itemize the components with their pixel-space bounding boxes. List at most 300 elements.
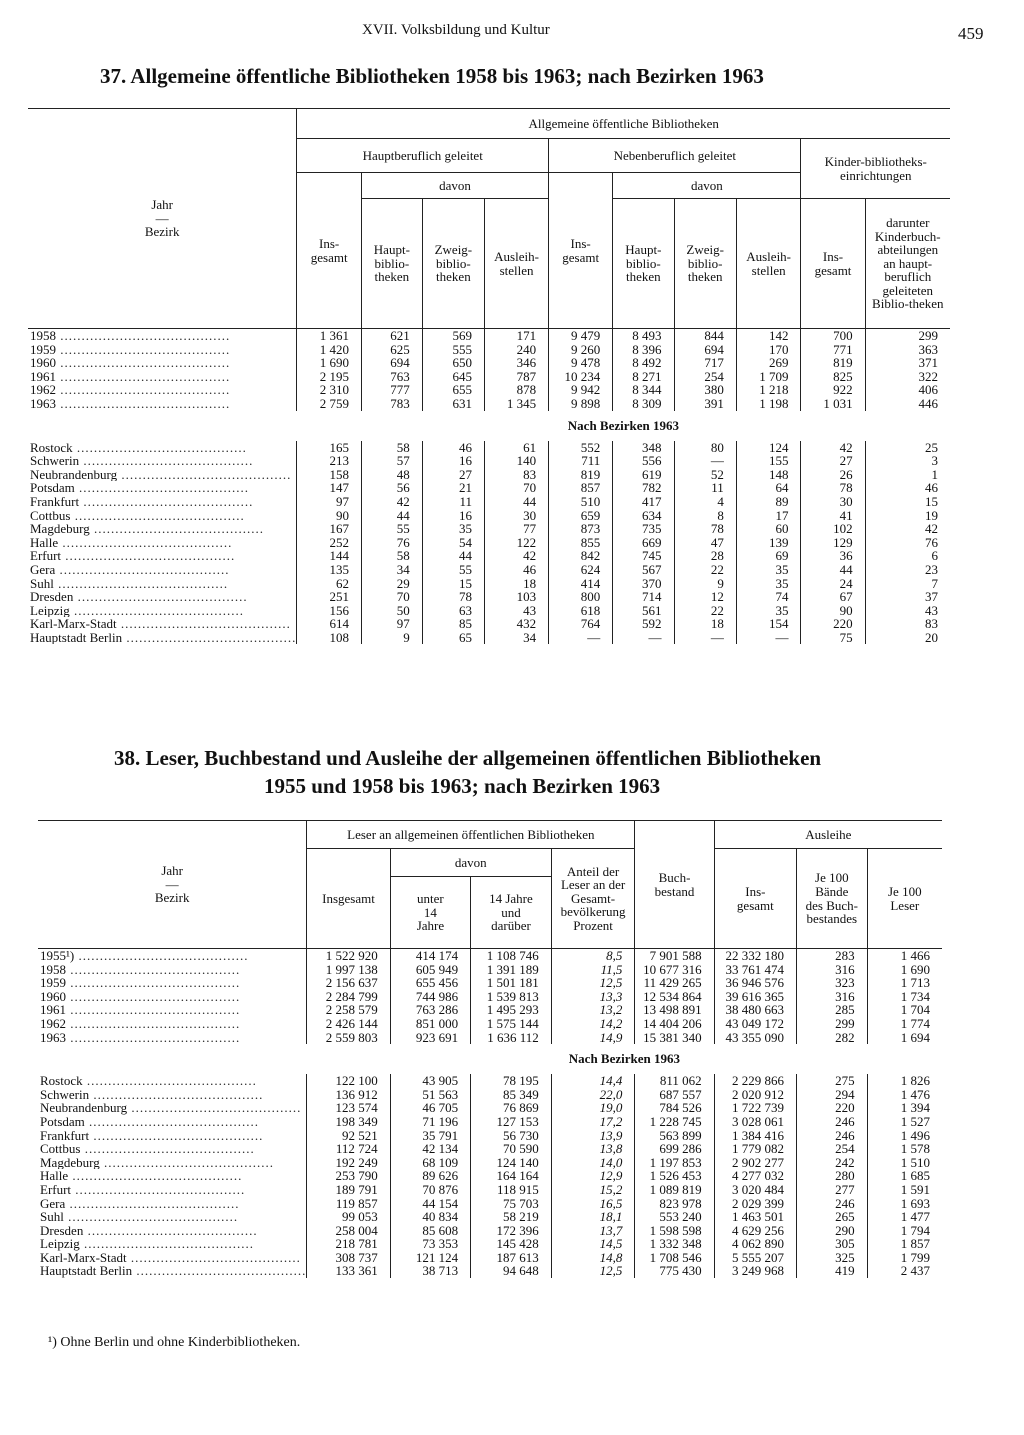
row-label bbox=[28, 383, 297, 397]
header-unter14: unter 14 Jahre bbox=[390, 877, 470, 949]
row-label bbox=[28, 343, 297, 357]
table-cell: 70 876 bbox=[390, 1183, 470, 1197]
table-cell: 12,5 bbox=[551, 976, 635, 990]
table-cell: 8,5 bbox=[551, 949, 635, 963]
table-cell: 34 bbox=[485, 631, 549, 645]
table-row bbox=[38, 990, 942, 1004]
row-label-text: Leipzig bbox=[40, 1237, 80, 1251]
table-cell: 90 bbox=[297, 509, 362, 523]
leader-dots: ........................................ bbox=[83, 1223, 258, 1238]
table-cell: 89 626 bbox=[390, 1169, 470, 1183]
table-cell: 825 bbox=[801, 370, 865, 384]
row-label-text: Hauptstadt Berlin bbox=[40, 1264, 133, 1279]
table-cell: 35 791 bbox=[390, 1129, 470, 1143]
row-label-text: 1959 bbox=[40, 976, 66, 990]
table-cell: 923 691 bbox=[390, 1031, 470, 1045]
table-cell: 7 901 588 bbox=[635, 949, 714, 963]
table-row bbox=[28, 370, 950, 384]
leader-dots: ........................................ bbox=[66, 989, 241, 1004]
table-cell: 15 bbox=[422, 577, 484, 591]
table-cell: 775 430 bbox=[635, 1264, 714, 1278]
table-row bbox=[38, 1156, 942, 1170]
table-cell: 135 bbox=[297, 563, 362, 577]
table-cell: 12,5 bbox=[551, 1264, 635, 1278]
leader-dots: ........................................ bbox=[74, 481, 250, 495]
table-cell: 108 bbox=[297, 631, 362, 645]
row-label-text: Karl-Marx-Stadt bbox=[40, 1250, 127, 1265]
leader-dots: ........................................ bbox=[79, 454, 254, 468]
leader-dots: ........................................ bbox=[68, 1169, 243, 1183]
table-cell: 1 693 bbox=[867, 1197, 942, 1211]
table-cell: 308 737 bbox=[307, 1251, 390, 1265]
table-cell: 119 857 bbox=[307, 1197, 390, 1211]
table-cell: 22 bbox=[674, 604, 736, 618]
table-cell: 26 bbox=[801, 468, 865, 482]
table-row bbox=[38, 976, 942, 990]
row-label bbox=[38, 1237, 307, 1251]
row-label-text: 1962 bbox=[40, 1016, 66, 1031]
table-cell: 30 bbox=[801, 495, 865, 509]
table-cell: 764 bbox=[549, 617, 613, 631]
header-je100-leser: Je 100 Leser bbox=[867, 849, 942, 949]
table-cell: 9 bbox=[362, 631, 423, 645]
header-zweigbibliotheken-n: Zweig-biblio-theken bbox=[674, 199, 736, 329]
table-cell: 1 857 bbox=[867, 1237, 942, 1251]
leader-dots: ........................................ bbox=[56, 328, 231, 343]
table-row bbox=[38, 1197, 942, 1211]
table-cell: 414 bbox=[549, 577, 613, 591]
row-label bbox=[38, 1129, 307, 1143]
table-cell: 1 495 293 bbox=[471, 1003, 552, 1017]
table-cell: 23 bbox=[865, 563, 950, 577]
table-38 bbox=[38, 820, 942, 1278]
table-cell: 819 bbox=[801, 356, 865, 370]
table-cell: 27 bbox=[422, 468, 484, 482]
row-label bbox=[38, 1264, 307, 1278]
table-row bbox=[28, 356, 950, 370]
leader-dots: ........................................ bbox=[55, 562, 230, 577]
table-cell: 19,0 bbox=[551, 1101, 635, 1115]
table-cell: 3 028 061 bbox=[714, 1115, 796, 1129]
table-cell: 56 730 bbox=[471, 1129, 552, 1143]
table-cell: 11 429 265 bbox=[635, 976, 714, 990]
table-cell: 305 bbox=[797, 1237, 868, 1251]
table-cell: 2 426 144 bbox=[307, 1017, 390, 1031]
leader-dots: ........................................ bbox=[66, 976, 241, 990]
table-cell: 38 480 663 bbox=[714, 1003, 796, 1017]
table-cell: 2 559 803 bbox=[307, 1031, 390, 1045]
table-cell: 123 574 bbox=[307, 1101, 390, 1115]
row-label-text: Magdeburg bbox=[40, 1155, 100, 1170]
table-cell: 242 bbox=[797, 1156, 868, 1170]
table-cell: 687 557 bbox=[635, 1088, 714, 1102]
table-cell: 8 bbox=[674, 509, 736, 523]
table-cell: 669 bbox=[613, 536, 674, 550]
table-cell: 11 bbox=[674, 481, 736, 495]
table-cell: 2 020 912 bbox=[714, 1088, 796, 1102]
leader-dots: ........................................ bbox=[66, 962, 241, 977]
table37-title: 37. Allgemeine öffentliche Bibliotheken 1958 bis 1963; nach Bezirken 1963 bbox=[100, 64, 764, 88]
row-label-text: 1958 bbox=[30, 328, 56, 343]
row-label-text: 1958 bbox=[40, 962, 66, 977]
table-cell: 3 249 968 bbox=[714, 1264, 796, 1278]
table-cell: 2 284 799 bbox=[307, 990, 390, 1004]
table-cell: 171 bbox=[485, 329, 549, 343]
row-label bbox=[38, 963, 307, 977]
table-cell: 842 bbox=[549, 549, 613, 563]
table-cell: 299 bbox=[797, 1017, 868, 1031]
leader-dots: ........................................ bbox=[79, 1237, 254, 1251]
leader-dots: ........................................ bbox=[56, 356, 231, 370]
table-cell: 11,5 bbox=[551, 963, 635, 977]
row-label-text: Hauptstadt Berlin bbox=[30, 630, 123, 645]
table-row bbox=[28, 495, 950, 509]
stub-bezirk: Bezirk bbox=[144, 224, 180, 240]
table-row bbox=[28, 454, 950, 468]
table-cell: 370 bbox=[613, 577, 674, 591]
table-cell: 22,0 bbox=[551, 1088, 635, 1102]
leader-dots: ........................................ bbox=[56, 396, 231, 411]
table-cell: 8 492 bbox=[613, 356, 674, 370]
table-cell: 122 bbox=[485, 536, 549, 550]
table-cell: 650 bbox=[422, 356, 484, 370]
table-cell: 70 bbox=[362, 590, 423, 604]
row-label bbox=[28, 495, 297, 509]
table-cell: 198 349 bbox=[307, 1115, 390, 1129]
table-row bbox=[28, 549, 950, 563]
table-cell: 68 109 bbox=[390, 1156, 470, 1170]
table-cell: 35 bbox=[736, 604, 801, 618]
table-cell: 99 053 bbox=[307, 1210, 390, 1224]
table-cell: 634 bbox=[613, 509, 674, 523]
table-cell: 1 108 746 bbox=[471, 949, 552, 963]
stub-header-38 bbox=[38, 821, 307, 949]
row-label bbox=[38, 976, 307, 990]
table-cell: 54 bbox=[422, 536, 484, 550]
row-label-text: 1959 bbox=[30, 342, 56, 357]
table-cell: 787 bbox=[485, 370, 549, 384]
table-cell: 254 bbox=[797, 1142, 868, 1156]
table-cell: 77 bbox=[485, 522, 549, 536]
table-cell: 246 bbox=[797, 1115, 868, 1129]
table-cell: 9 bbox=[674, 577, 736, 591]
table-cell: 282 bbox=[797, 1031, 868, 1045]
leader-dots: ........................................ bbox=[80, 1142, 255, 1156]
row-label-text: Cottbus bbox=[40, 1142, 81, 1156]
table-row bbox=[38, 1088, 942, 1102]
header-leser: Leser an allgemeinen öffentlichen Bibliotheken bbox=[307, 821, 635, 849]
table-cell: 1 332 348 bbox=[635, 1237, 714, 1251]
table-cell: 1 197 853 bbox=[635, 1156, 714, 1170]
row-label-text: Gera bbox=[30, 562, 56, 577]
row-label-text: Rostock bbox=[30, 440, 73, 455]
leader-dots: ........................................ bbox=[126, 1250, 301, 1265]
table-cell: 1 bbox=[865, 468, 950, 482]
table-cell: 618 bbox=[549, 604, 613, 618]
table-cell: 299 bbox=[865, 329, 950, 343]
stub-header bbox=[28, 109, 297, 329]
table-row bbox=[38, 1129, 942, 1143]
table-cell: 252 bbox=[297, 536, 362, 550]
table-cell: 1 779 082 bbox=[714, 1142, 796, 1156]
table-cell: 139 bbox=[736, 536, 801, 550]
table-cell: 9 942 bbox=[549, 383, 613, 397]
table-cell: 124 bbox=[736, 441, 801, 455]
table-cell: 74 bbox=[736, 590, 801, 604]
table-cell: 1 218 bbox=[736, 383, 801, 397]
header-zweigbibliotheken: Zweig-biblio-theken bbox=[422, 199, 484, 329]
row-label bbox=[28, 536, 297, 550]
table-cell: 112 724 bbox=[307, 1142, 390, 1156]
table-cell: 763 286 bbox=[390, 1003, 470, 1017]
leader-dots: ........................................ bbox=[74, 948, 249, 963]
table-cell: 363 bbox=[865, 343, 950, 357]
table-cell: 43 bbox=[485, 604, 549, 618]
table-cell: 4 629 256 bbox=[714, 1224, 796, 1238]
leader-dots: ........................................ bbox=[89, 1087, 264, 1102]
table-cell: 1 709 bbox=[736, 370, 801, 384]
table-cell: 771 bbox=[801, 343, 865, 357]
table-cell: 13,8 bbox=[551, 1142, 635, 1156]
table-cell: 218 781 bbox=[307, 1237, 390, 1251]
table-cell: 857 bbox=[549, 481, 613, 495]
table-cell: 8 396 bbox=[613, 343, 674, 357]
stub-dash: — bbox=[155, 210, 169, 226]
table-cell: 42 134 bbox=[390, 1142, 470, 1156]
table-cell: 78 bbox=[422, 590, 484, 604]
table-cell: 14,9 bbox=[551, 1031, 635, 1045]
footnote: ¹) Ohne Berlin und ohne Kinderbibliotheken. bbox=[48, 1335, 301, 1350]
table-cell: 48 bbox=[362, 468, 423, 482]
table-cell: 371 bbox=[865, 356, 950, 370]
row-label bbox=[28, 509, 297, 523]
table-cell: 325 bbox=[797, 1251, 868, 1265]
leader-dots: ........................................ bbox=[116, 617, 291, 631]
table-cell: 391 bbox=[674, 397, 736, 411]
table-cell: 625 bbox=[362, 343, 423, 357]
row-label bbox=[28, 356, 297, 370]
table-cell: — bbox=[674, 631, 736, 645]
leader-dots: ........................................ bbox=[122, 630, 297, 645]
table-row bbox=[28, 397, 950, 411]
table-cell: 2 229 866 bbox=[714, 1074, 796, 1088]
leader-dots: ........................................ bbox=[63, 1210, 239, 1224]
table-cell: 1 228 745 bbox=[635, 1115, 714, 1129]
row-label bbox=[28, 522, 297, 536]
table-cell: 58 bbox=[362, 549, 423, 563]
table-cell: 76 869 bbox=[471, 1101, 552, 1115]
row-label-text: Cottbus bbox=[30, 508, 71, 523]
table-cell: 811 062 bbox=[635, 1074, 714, 1088]
table-cell: 35 bbox=[736, 577, 801, 591]
table-cell: 6 bbox=[865, 549, 950, 563]
table-cell: 192 249 bbox=[307, 1156, 390, 1170]
row-label-text: 1961 bbox=[40, 1003, 66, 1017]
header-haupt-davon: davon bbox=[362, 173, 549, 199]
table38-title-line2: 1955 und 1958 bis 1963; nach Bezirken 1963 bbox=[264, 774, 661, 798]
table-cell: 44 bbox=[485, 495, 549, 509]
table-cell: — bbox=[674, 454, 736, 468]
table-cell: 16 bbox=[422, 454, 484, 468]
table-cell: 253 790 bbox=[307, 1169, 390, 1183]
table-cell: 13,9 bbox=[551, 1129, 635, 1143]
stub-dash-38: — bbox=[165, 876, 179, 892]
table-cell: 15 381 340 bbox=[635, 1031, 714, 1045]
table-row bbox=[28, 577, 950, 591]
table-cell: 2 156 637 bbox=[307, 976, 390, 990]
header-darunter: darunter Kinderbuch-abteilungen an haupt-beruflich geleiteten Biblio-theken bbox=[865, 199, 950, 329]
table-cell: 1 774 bbox=[867, 1017, 942, 1031]
table-cell: 1 527 bbox=[867, 1115, 942, 1129]
table-cell: 3 bbox=[865, 454, 950, 468]
table-cell: 322 bbox=[865, 370, 950, 384]
table-row bbox=[28, 563, 950, 577]
table-row bbox=[38, 1115, 942, 1129]
table-cell: 13 498 891 bbox=[635, 1003, 714, 1017]
table-cell: 873 bbox=[549, 522, 613, 536]
table-cell: 154 bbox=[736, 617, 801, 631]
row-label bbox=[28, 370, 297, 384]
table-cell: 782 bbox=[613, 481, 674, 495]
table-cell: 220 bbox=[797, 1101, 868, 1115]
row-label-text: Rostock bbox=[40, 1074, 83, 1088]
table-cell: 38 713 bbox=[390, 1264, 470, 1278]
table-row bbox=[38, 1251, 942, 1265]
table-cell: 78 bbox=[801, 481, 865, 495]
table-cell: 70 590 bbox=[471, 1142, 552, 1156]
table-cell: 167 bbox=[297, 522, 362, 536]
table-cell: 155 bbox=[736, 454, 801, 468]
table-cell: 85 608 bbox=[390, 1224, 470, 1238]
table-cell: 614 bbox=[297, 617, 362, 631]
table-cell: 58 bbox=[362, 441, 423, 455]
table-cell: 56 bbox=[362, 481, 423, 495]
header-insgesamt-38: Insgesamt bbox=[307, 849, 390, 949]
table-cell: 878 bbox=[485, 383, 549, 397]
table-cell: 75 bbox=[801, 631, 865, 645]
table-cell: 44 bbox=[422, 549, 484, 563]
header-hauptberuflich: Hauptberuflich geleitet bbox=[297, 139, 549, 173]
table-cell: 78 bbox=[674, 522, 736, 536]
table-cell: 76 bbox=[362, 536, 423, 550]
table-cell: 90 bbox=[801, 604, 865, 618]
table-cell: 42 bbox=[362, 495, 423, 509]
table-row bbox=[38, 1224, 942, 1238]
table-cell: 122 100 bbox=[307, 1074, 390, 1088]
table-cell: 1 510 bbox=[867, 1156, 942, 1170]
table-cell: 645 bbox=[422, 370, 484, 384]
table-cell: 14,4 bbox=[551, 1074, 635, 1088]
table-cell: 102 bbox=[801, 522, 865, 536]
table-cell: 85 bbox=[422, 617, 484, 631]
table-cell: 700 bbox=[801, 329, 865, 343]
table-cell: 158 bbox=[297, 468, 362, 482]
row-label bbox=[38, 1115, 307, 1129]
row-label-text: Halle bbox=[40, 1169, 69, 1183]
header-kinderbibliotheks: Kinder-bibliotheks-einrichtungen bbox=[801, 139, 950, 199]
table-cell: 35 bbox=[422, 522, 484, 536]
row-label bbox=[28, 590, 297, 604]
table-cell: 127 153 bbox=[471, 1115, 552, 1129]
table-cell: 172 396 bbox=[471, 1224, 552, 1238]
table-cell: 419 bbox=[797, 1264, 868, 1278]
table-cell: 47 bbox=[674, 536, 736, 550]
table-cell: 2 759 bbox=[297, 397, 362, 411]
table-cell: 220 bbox=[801, 617, 865, 631]
table-cell: 36 946 576 bbox=[714, 976, 796, 990]
table-cell: 103 bbox=[485, 590, 549, 604]
table-cell: 717 bbox=[674, 356, 736, 370]
table-cell: 140 bbox=[485, 454, 549, 468]
table-cell: 922 bbox=[801, 383, 865, 397]
table-cell: 133 361 bbox=[307, 1264, 390, 1278]
table-cell: 280 bbox=[797, 1169, 868, 1183]
table-row bbox=[28, 383, 950, 397]
row-label bbox=[38, 1169, 307, 1183]
table-cell: 51 563 bbox=[390, 1088, 470, 1102]
table-cell: 25 bbox=[865, 441, 950, 455]
row-label bbox=[38, 1183, 307, 1197]
table-cell: 714 bbox=[613, 590, 674, 604]
table-cell: 39 616 365 bbox=[714, 990, 796, 1004]
table-cell: 1 713 bbox=[867, 976, 942, 990]
table-cell: 555 bbox=[422, 343, 484, 357]
table-cell: 275 bbox=[797, 1074, 868, 1088]
table-cell: 8 344 bbox=[613, 383, 674, 397]
row-label bbox=[38, 1074, 307, 1088]
table-cell: 37 bbox=[865, 590, 950, 604]
table-cell: 1 598 598 bbox=[635, 1224, 714, 1238]
header-ueber14: 14 Jahre und darüber bbox=[471, 877, 552, 949]
leader-dots: ........................................ bbox=[66, 1003, 241, 1017]
table-cell: 24 bbox=[801, 577, 865, 591]
leader-dots: ........................................ bbox=[70, 508, 245, 523]
row-label-text: Erfurt bbox=[40, 1182, 72, 1197]
table-cell: 14,0 bbox=[551, 1156, 635, 1170]
table-cell: 75 703 bbox=[471, 1197, 552, 1211]
header-neben-davon: davon bbox=[613, 173, 801, 199]
table-cell: 9 478 bbox=[549, 356, 613, 370]
table-cell: 1 394 bbox=[867, 1101, 942, 1115]
table-cell: 121 124 bbox=[390, 1251, 470, 1265]
table-cell: 9 898 bbox=[549, 397, 613, 411]
table-cell: 14,2 bbox=[551, 1017, 635, 1031]
table-cell: — bbox=[549, 631, 613, 645]
row-label-text: Leipzig bbox=[30, 603, 70, 618]
table-cell: 699 286 bbox=[635, 1142, 714, 1156]
table-cell: 735 bbox=[613, 522, 674, 536]
table-cell: 4 062 890 bbox=[714, 1237, 796, 1251]
header-ausleihe: Ausleihe bbox=[714, 821, 942, 849]
row-label-text: Frankfurt bbox=[40, 1128, 90, 1143]
table-cell: 1 463 501 bbox=[714, 1210, 796, 1224]
table-cell: 1 799 bbox=[867, 1251, 942, 1265]
table-cell: 42 bbox=[485, 549, 549, 563]
table-cell: 1 997 138 bbox=[307, 963, 390, 977]
leader-dots: ........................................ bbox=[69, 603, 244, 618]
table-cell: 8 309 bbox=[613, 397, 674, 411]
row-label bbox=[38, 1101, 307, 1115]
table-cell: 11 bbox=[422, 495, 484, 509]
table-cell: 55 bbox=[422, 563, 484, 577]
table-cell: 22 bbox=[674, 563, 736, 577]
table-cell: 694 bbox=[362, 356, 423, 370]
table-cell: 30 bbox=[485, 509, 549, 523]
table-cell: 1 031 bbox=[801, 397, 865, 411]
row-label bbox=[38, 1003, 307, 1017]
table-cell: 55 bbox=[362, 522, 423, 536]
table-cell: 124 140 bbox=[471, 1156, 552, 1170]
